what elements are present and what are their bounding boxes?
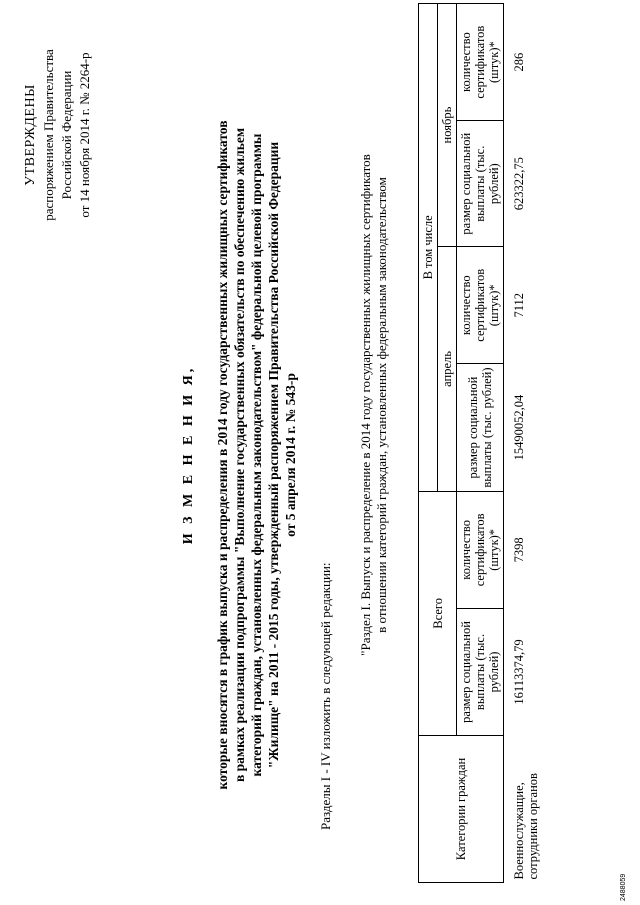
header-count: количество сертификатов (штук)* [457, 491, 504, 608]
header-november: ноябрь [438, 4, 457, 247]
cell-november-count: 286 [512, 52, 526, 72]
title-line: категорий граждан, установленных федеральным законодательством" федеральной целевой программы [249, 133, 264, 777]
approval-heading: УТВЕРЖДЕНЫ [23, 84, 38, 186]
approval-line: распоряжением Правительства [41, 49, 56, 221]
cell-november-size: 623322,75 [512, 157, 526, 211]
title-line: которые вносятся в график выпуска и распределения в 2014 году государственных жилищных сертификатов [215, 120, 230, 790]
cell-april-count: 7112 [512, 293, 526, 318]
document-title [180, 85, 299, 825]
title-line: от 5 апреля 2014 г. № 543-р [283, 373, 298, 537]
cell-total-count: 7398 [512, 537, 526, 563]
header-size: размер социальной выплаты (тыс. рублей) [457, 121, 504, 247]
cell-category: Военнослужащие, сотрудники органов [512, 773, 540, 880]
section-heading-line: "Раздел I. Выпуск и распределение в 2014 году государственных жилищных сертификатов [358, 154, 373, 656]
title-line: в рамках реализации подпрограммы "Выполнение государственных обязательств по обеспечению жильем [232, 127, 247, 783]
section-heading-line: в отношении категорий граждан, установленных федеральным законодательством [374, 177, 389, 633]
header-size: размер социальной выплаты (тыс. рублей) [457, 364, 504, 491]
header-category: Категории граждан [419, 736, 504, 883]
header-size: размер социальной выплаты (тыс. рублей) [457, 608, 504, 735]
approval-stamp [22, 0, 94, 285]
table-row [504, 4, 543, 883]
title-heading: И З М Е Н Е Н И Я, [181, 365, 196, 545]
approval-line: Российской Федерации [59, 70, 74, 200]
cell-total-size: 16113374,79 [512, 639, 526, 705]
title-line: "Жилище" на 2011 - 2015 годы, утвержденный распоряжением Правительства Российской Федерации [266, 141, 281, 769]
header-count: количество сертификатов (штук)* [457, 247, 504, 364]
approval-line: от 14 ноября 2014 г. № 2264-р [77, 52, 92, 218]
section-heading [358, 55, 390, 755]
header-total: Всего [419, 491, 457, 735]
header-april: апрель [438, 247, 457, 492]
document-number: 2488059 [620, 873, 627, 901]
header-including: В том числе [419, 4, 438, 492]
sections-instruction: Разделы I - IV изложить в следующей редакции: [318, 562, 333, 830]
cell-april-size: 15490052,04 [512, 394, 526, 461]
certificates-table [418, 3, 542, 883]
header-count: количество сертификатов (штук)* [457, 4, 504, 121]
